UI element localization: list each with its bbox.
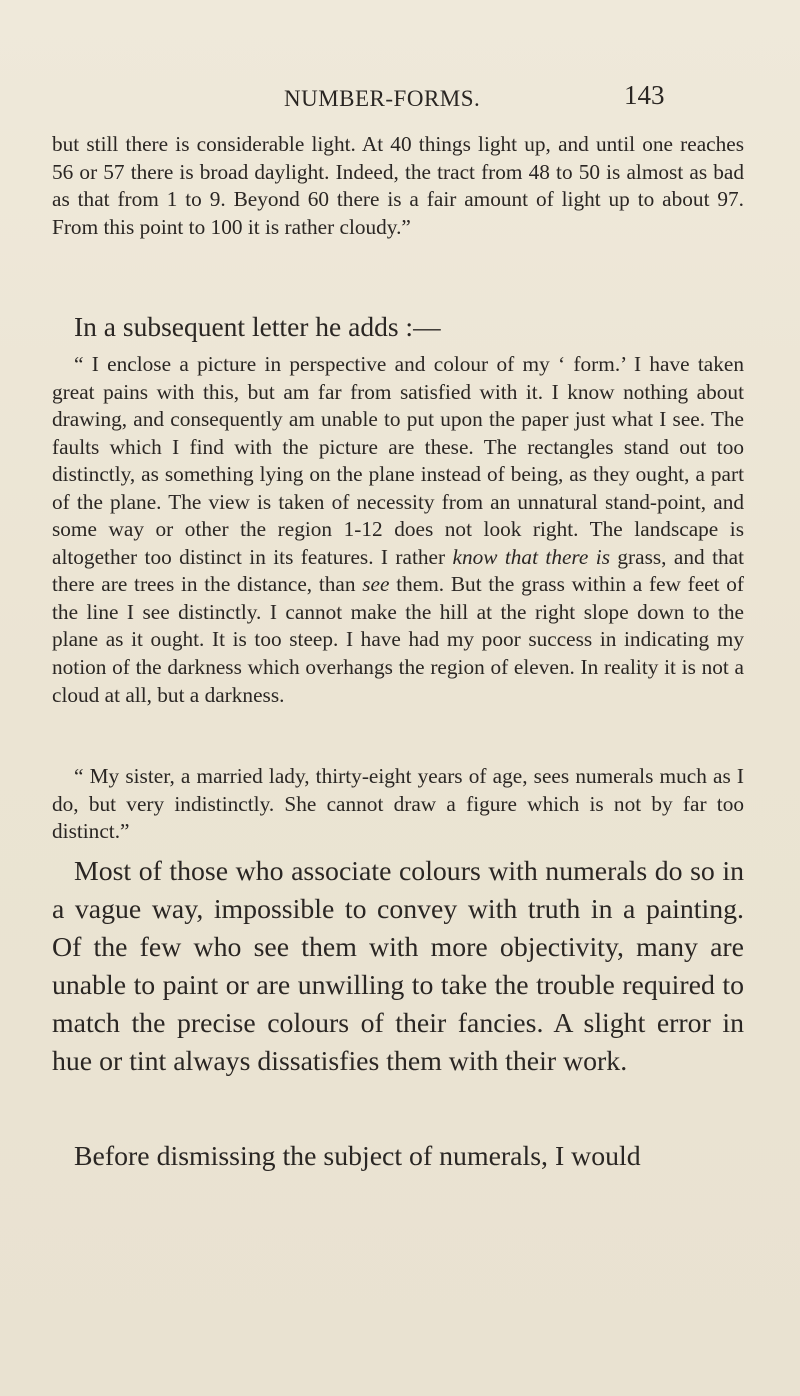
quote-emphasis-know: know that there is — [452, 544, 610, 569]
body-paragraph-final: Before dismissing the subject of numerals, I would — [74, 1141, 641, 1172]
running-title: NUMBER-FORMS. — [284, 86, 481, 111]
body-paragraph-colours: Most of those who associate colours with numerals do so in a vague way, impossible to convey with truth in a painting. Of the few who see them with more objectivity, many are unable to paint or are unwilling to take the trouble required to match the precise colours of their fancies. A slight error in hue or tint always dissatisfies them with their work. — [52, 856, 744, 1077]
page-number: 143 — [624, 80, 665, 110]
quote-emphasis-see: see — [362, 572, 390, 597]
quoted-sister-paragraph: “ My sister, a married lady, thirty-eight years of age, sees numerals much as I do, but very indistinctly. She cannot draw a figure which is not by far too distinct.” — [52, 764, 744, 844]
quoted-letter-paragraph — [52, 351, 744, 709]
quote-text-part-c: them. But the grass within a few feet of the line I see distinctly. I cannot make the hill at the right slope down to the plane as it ought. It is too steep. I have had my poor success in indicating my notion of the darkness which overhangs the region of eleven. In reality it is not a cloud at all, but a darkness. — [52, 572, 745, 707]
section-subheading: In a subsequent letter he adds :— — [74, 311, 441, 342]
running-header — [0, 80, 800, 120]
quote-text-part-b: grass, and that there are trees in the distance, than — [52, 544, 745, 597]
paragraph-continuation: but still there is considerable light. At 40 things light up, and until one reaches 56 or 57 there is broad daylight. Indeed, the tract from 48 to 50 is almost as bad as that from 1 to 9. Beyond 60 there is a fair amount of light up to about 97. From this point to 100 it is rather cloudy.” — [52, 132, 744, 239]
quote-text-part-a: “ I enclose a picture in perspective and colour of my ‘ form.’ I have taken great pains with this, but am far from satisfied with it. I know nothing about drawing, and consequently am unable to put upon the paper just what I see. The faults which I find with the picture are these. The rectangles stand out too distinctly, as something lying on the plane instead of being, as they ought, a part of the plane. The view is taken of necessity from an unnatural stand-point, and some way or other the region 1-12 does not look right. The landscape is altogether too distinct in its features. I rather — [52, 352, 744, 569]
